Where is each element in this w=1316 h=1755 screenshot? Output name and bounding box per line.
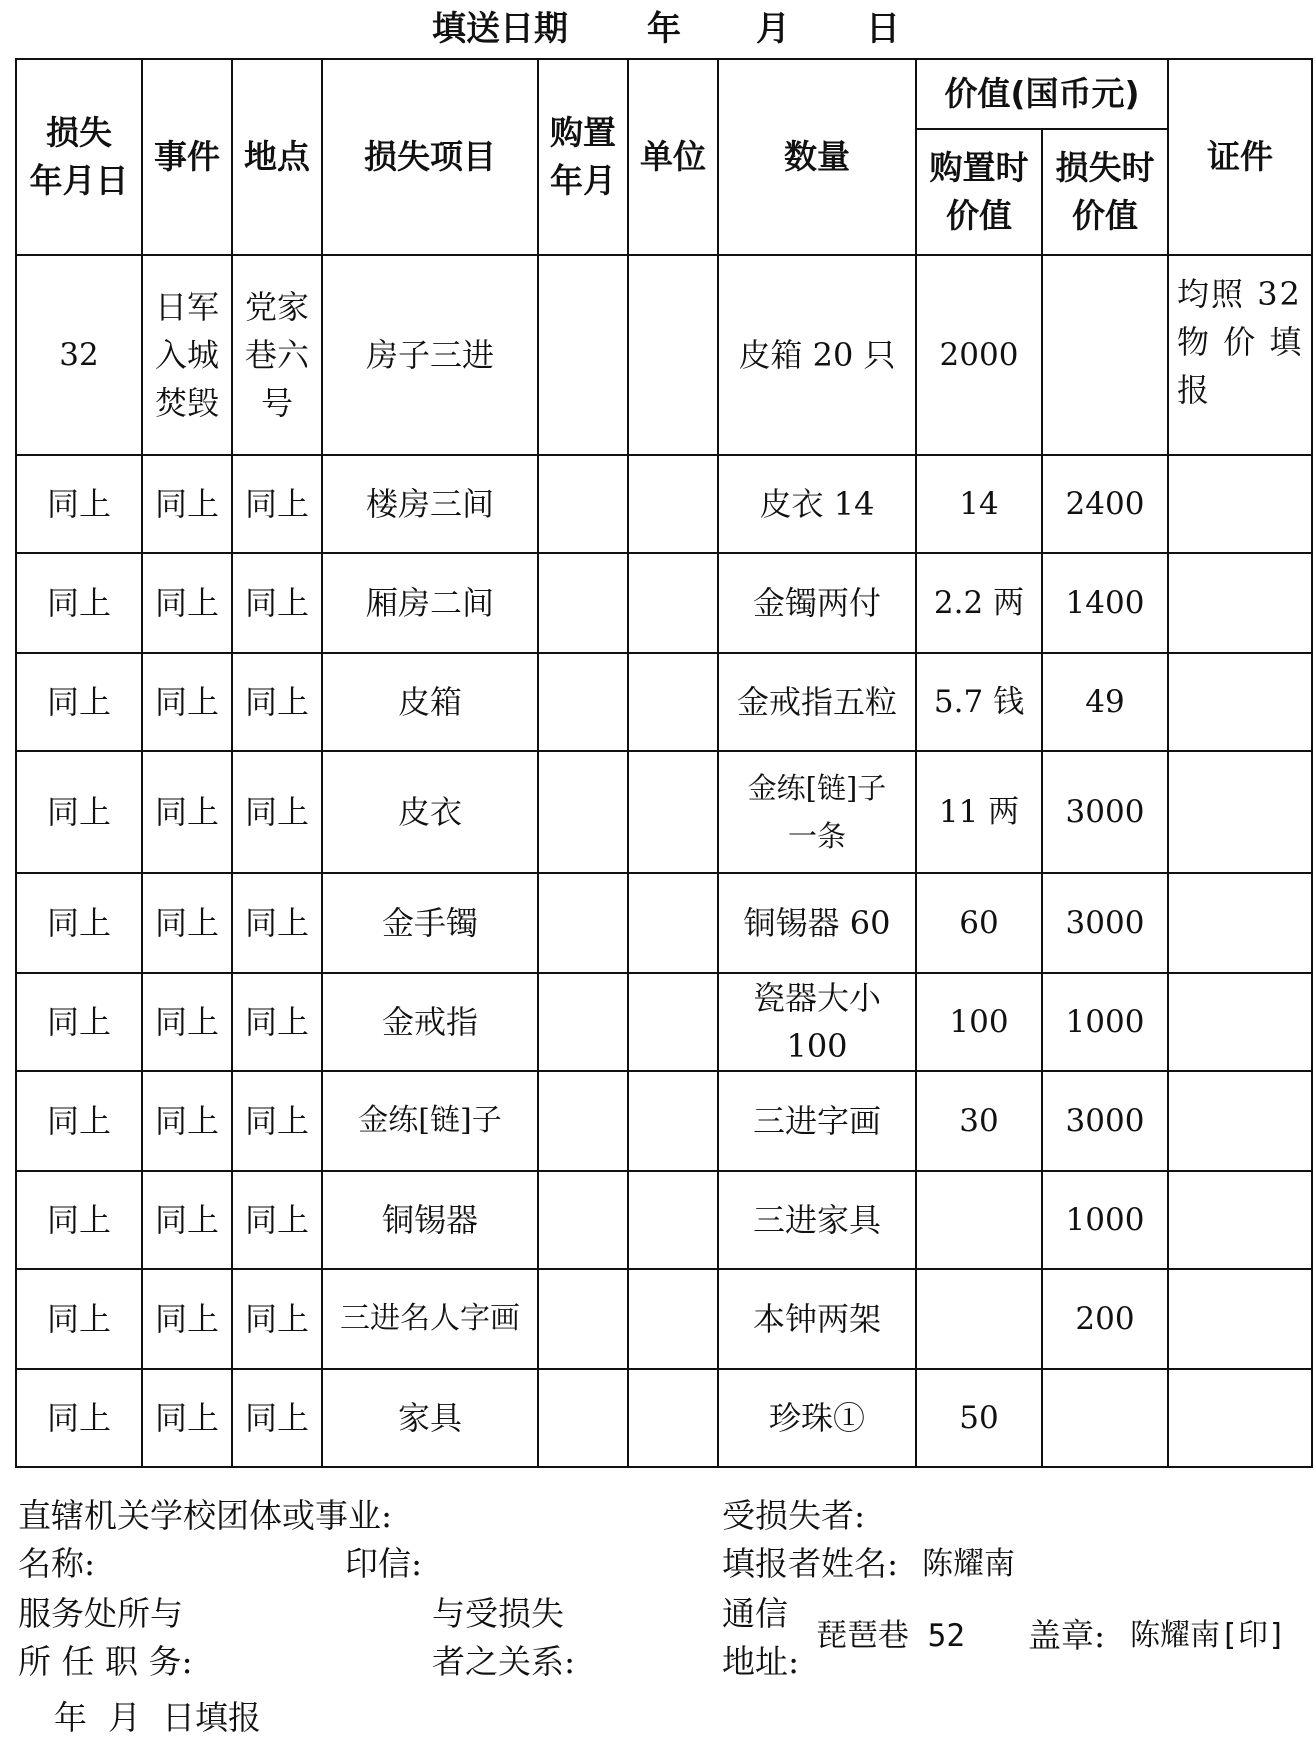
seal-label: 印信: [345,1544,423,1583]
office-label-2: 所 任 职 务: [18,1642,193,1681]
table-row [16,553,1312,653]
cell-loss-date: 同上 [16,1269,142,1369]
cell-place: 同上 [232,1071,322,1171]
col-certificate: 证件 [1168,59,1312,255]
cell-item: 三进名人字画 [322,1269,538,1369]
cell-value-purchase: 5.7 钱 [916,653,1042,751]
cell-certificate [1168,653,1312,751]
office-label: 服务处所与 [18,1594,183,1633]
report-date-line [0,4,1316,54]
victim-label: 受损失者: [722,1496,866,1535]
cell-value-loss: 3000 [1042,1071,1168,1171]
report-day-label: 日 [866,9,900,49]
address-label-2: 地址: [722,1642,800,1681]
cell-event: 同上 [142,1269,232,1369]
cell-loss-date: 同上 [16,1071,142,1171]
cell-loss-date: 同上 [16,751,142,873]
cell-value-loss: 3000 [1042,751,1168,873]
cell-certificate [1168,1369,1312,1467]
cell-unit [628,1171,718,1269]
cell-place: 同上 [232,973,322,1071]
cell-value-loss: 200 [1042,1269,1168,1369]
col-value-loss: 损失时 价值 [1042,129,1168,255]
cell-unit [628,1071,718,1171]
cell-certificate [1168,455,1312,553]
cell-purchase-date [538,255,628,455]
col-quantity: 数量 [718,59,916,255]
cell-item: 房子三进 [322,255,538,455]
cell-quantity: 瓷器大小 100 [718,973,916,1071]
cell-loss-date: 同上 [16,455,142,553]
cell-certificate [1168,553,1312,653]
cell-certificate [1168,873,1312,973]
table-row [16,1171,1312,1269]
cell-loss-date: 同上 [16,873,142,973]
cell-item: 金手镯 [322,873,538,973]
cell-unit [628,1369,718,1467]
cell-item: 楼房三间 [322,455,538,553]
cell-value-loss: 1400 [1042,553,1168,653]
cell-place: 同上 [232,455,322,553]
cell-loss-date: 32 [16,255,142,455]
cell-value-purchase: 100 [916,973,1042,1071]
col-value-purchase: 购置时 价值 [916,129,1042,255]
table-row [16,1369,1312,1467]
cell-quantity: 三进字画 [718,1071,916,1171]
cell-loss-date: 同上 [16,653,142,751]
cell-unit [628,455,718,553]
cell-value-purchase: 60 [916,873,1042,973]
cell-event: 同上 [142,653,232,751]
cell-value-purchase [916,1171,1042,1269]
table-row [16,1269,1312,1369]
table-row [16,255,1312,455]
report-fill-date: 年 月 日填报 [54,1698,261,1737]
cell-certificate [1168,1071,1312,1171]
col-purchase-date: 购置 年月 [538,59,628,255]
stamp-label: 盖章: [1028,1616,1106,1655]
loss-report-table [15,58,1313,1468]
col-value-group: 价值(国币元) [916,59,1168,129]
col-item: 损失项目 [322,59,538,255]
cell-event: 同上 [142,973,232,1071]
cell-quantity: 金戒指五粒 [718,653,916,751]
cell-loss-date: 同上 [16,1171,142,1269]
reporter-name: 陈耀南 [922,1546,1015,1582]
report-date-label: 填送日期 [432,9,568,49]
cell-event: 同上 [142,1369,232,1467]
cell-certificate [1168,973,1312,1071]
cell-purchase-date [538,1171,628,1269]
report-year-label: 年 [647,9,681,49]
cell-certificate [1168,1171,1312,1269]
cell-unit [628,553,718,653]
cell-item: 金戒指 [322,973,538,1071]
cell-event: 同上 [142,455,232,553]
report-month-label: 月 [756,9,790,49]
cell-value-purchase: 50 [916,1369,1042,1467]
cell-unit [628,751,718,873]
cell-value-loss: 1000 [1042,973,1168,1071]
reporter-label: 填报者姓名: [722,1544,899,1583]
table-body [16,255,1312,1467]
cell-place: 同上 [232,1269,322,1369]
cell-value-loss: 49 [1042,653,1168,751]
cell-item: 皮衣 [322,751,538,873]
col-loss-date: 损失 年月日 [16,59,142,255]
cell-item: 厢房二间 [322,553,538,653]
cell-value-purchase: 2.2 两 [916,553,1042,653]
cell-purchase-date [538,455,628,553]
cell-value-purchase: 30 [916,1071,1042,1171]
cell-place: 同上 [232,553,322,653]
cell-purchase-date [538,873,628,973]
table-row [16,653,1312,751]
relation-label-2: 者之关系: [432,1642,576,1681]
cell-purchase-date [538,553,628,653]
cell-item: 皮箱 [322,653,538,751]
cell-event: 同上 [142,553,232,653]
cell-value-loss: 2400 [1042,455,1168,553]
cell-place: 同上 [232,873,322,973]
cell-place: 同上 [232,653,322,751]
cell-value-loss: 1000 [1042,1171,1168,1269]
cell-value-purchase: 11 两 [916,751,1042,873]
table-row [16,1071,1312,1171]
cell-loss-date: 同上 [16,553,142,653]
cell-event: 日军 入城 焚毁 [142,255,232,455]
table-row [16,873,1312,973]
cell-item: 家具 [322,1369,538,1467]
cell-quantity: 本钟两架 [718,1269,916,1369]
cell-event: 同上 [142,751,232,873]
cell-quantity: 皮衣 14 [718,455,916,553]
col-unit: 单位 [628,59,718,255]
cell-loss-date: 同上 [16,973,142,1071]
cell-place: 同上 [232,1369,322,1467]
cell-quantity: 皮箱 20 只 [718,255,916,455]
cell-event: 同上 [142,1071,232,1171]
table-row [16,751,1312,873]
cell-place: 同上 [232,751,322,873]
table-row [16,973,1312,1071]
cell-place: 党家 巷六 号 [232,255,322,455]
cell-quantity: 珍珠① [718,1369,916,1467]
cell-purchase-date [538,653,628,751]
cell-unit [628,653,718,751]
cell-purchase-date [538,973,628,1071]
cell-quantity: 铜锡器 60 [718,873,916,973]
cell-event: 同上 [142,1171,232,1269]
cell-quantity: 金镯两付 [718,553,916,653]
cell-purchase-date [538,1269,628,1369]
name-label: 名称: [18,1544,96,1583]
table-row [16,455,1312,553]
cell-purchase-date [538,1369,628,1467]
cell-unit [628,873,718,973]
cell-value-purchase: 14 [916,455,1042,553]
cell-item: 金练[链]子 [322,1071,538,1171]
cell-loss-date: 同上 [16,1369,142,1467]
cell-unit [628,1269,718,1369]
cell-certificate [1168,751,1312,873]
address-label: 通信 [722,1594,788,1633]
col-place: 地点 [232,59,322,255]
cell-event: 同上 [142,873,232,973]
cell-unit [628,255,718,455]
col-event: 事件 [142,59,232,255]
cell-place: 同上 [232,1171,322,1269]
relation-label: 与受损失 [432,1594,564,1633]
cell-value-purchase: 2000 [916,255,1042,455]
org-label: 直辖机关学校团体或事业: [18,1496,393,1535]
cell-unit [628,973,718,1071]
cell-item: 铜锡器 [322,1171,538,1269]
cell-quantity: 三进家具 [718,1171,916,1269]
address-value: 琵琶巷 52 [816,1618,965,1654]
cell-value-loss [1042,1369,1168,1467]
cell-value-loss [1042,255,1168,455]
cell-quantity: 金练[链]子 一条 [718,751,916,873]
cell-purchase-date [538,751,628,873]
stamp-value: 陈耀南[印] [1130,1618,1287,1653]
cell-value-purchase [916,1269,1042,1369]
cell-purchase-date [538,1071,628,1171]
cell-certificate [1168,1269,1312,1369]
cell-certificate: 均照 32 物 价 填 报 [1168,255,1312,455]
report-footer [0,1492,1316,1755]
cell-value-loss: 3000 [1042,873,1168,973]
